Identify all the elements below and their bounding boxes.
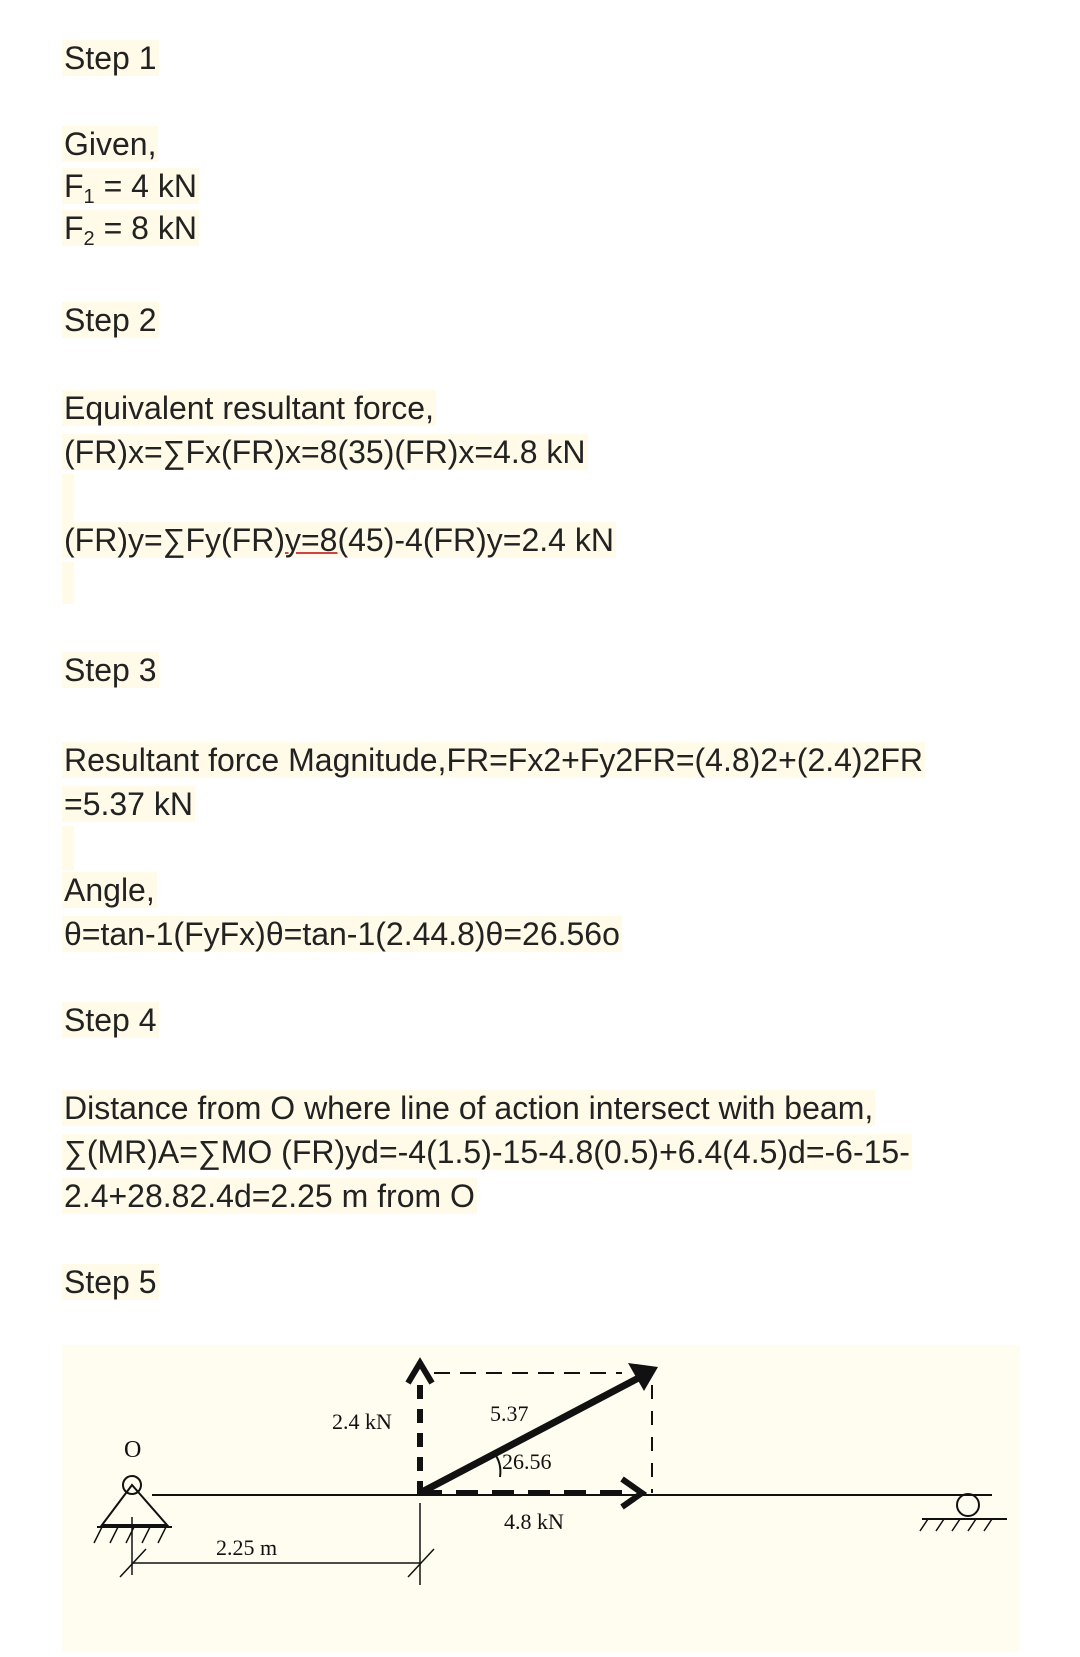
step1-heading: Step 1 [64,40,157,76]
resultant-force-arrow [420,1373,648,1493]
f2-value: $F_2 = 8$ kN [64,210,197,250]
roller-support [920,1494,1007,1531]
fy-arrowhead [408,1363,432,1383]
angle-equation: θ=tan-1(FyFx)θ=tan-1(2.44.8)θ=26.56o [64,916,620,952]
resultant-label: 5.37 [490,1401,529,1426]
given-label: Given, [64,126,157,162]
step4-intro: Distance from O where line of action intersect with beam, [64,1090,874,1126]
beam-diagram [62,1345,1020,1652]
highlight-stripe [62,562,74,604]
step2-intro: Equivalent resultant force, [64,390,434,426]
moment-equation-line1: ∑(MR)A=∑MO (FR)yd=-4(1.5)-15-4.8(0.5)+6.4(4.5)d=-6-15- [64,1134,910,1170]
magnitude-equation-line2: =5.37 kN [64,786,193,822]
fy-label: 2.4 kN [332,1409,392,1434]
fx-arrowhead [622,1479,642,1507]
step3-heading: Step 3 [64,652,157,688]
point-o-label: O [124,1437,142,1463]
f1-value: $F_1 = 4$ kN [64,168,197,208]
distance-label: 2.25 m [216,1535,278,1560]
highlight-stripe [62,474,74,522]
fy-equation: (FR)y=∑Fy(FR)y=8(45)-4(FR)y=2.4 kN [64,522,614,558]
step2-heading: Step 2 [64,302,157,338]
beam-diagram-svg [62,1345,1020,1652]
moment-equation-line2: 2.4+28.82.4d=2.25 m from O [64,1178,475,1214]
magnitude-equation-line1: Resultant force Magnitude,FR=Fx2+Fy2FR=(4.8)2+(2.4)2FR [64,742,924,778]
angle-label: Angle, [64,872,155,908]
highlight-stripe [62,826,74,870]
resultant-arrowhead [628,1363,658,1391]
fx-equation: (FR)x=∑Fx(FR)x=8(35)(FR)x=4.8 kN [64,434,586,470]
step4-heading: Step 4 [64,1002,157,1038]
pin-support [94,1476,172,1543]
angle-label: 26.56 [502,1449,552,1474]
fx-label: 4.8 kN [504,1509,564,1534]
step5-heading: Step 5 [64,1264,157,1300]
